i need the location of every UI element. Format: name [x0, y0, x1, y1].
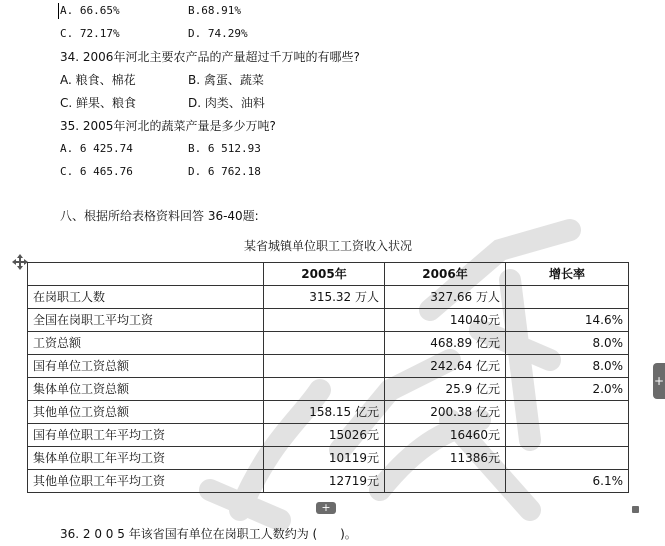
q34-option-b: B. 禽蛋、蔬菜 [188, 73, 264, 87]
value-2005 [264, 309, 385, 332]
q34-option-d: D. 肉类、油料 [188, 96, 265, 110]
q36-question: 36. 2 0 0 5 年该省国有单位在岗职工人数约为 ( )。 [60, 527, 357, 541]
row-label: 集体单位职工年平均工资 [28, 447, 264, 470]
growth-rate: 8.0% [506, 355, 629, 378]
add-row-handle[interactable] [316, 502, 336, 514]
value-2005: 15026元 [264, 424, 385, 447]
table-row [28, 332, 629, 355]
move-arrows-icon[interactable] [12, 254, 28, 270]
value-2006: 468.89 亿元 [385, 332, 506, 355]
value-2006: 11386元 [385, 447, 506, 470]
q34-option-c: C. 鲜果、粮食 [60, 96, 137, 110]
header-growth-cell: 增长率 [506, 263, 629, 286]
row-label: 国有单位职工年平均工资 [28, 424, 264, 447]
row-label: 其他单位工资总额 [28, 401, 264, 424]
table-row [28, 286, 629, 309]
table-row [28, 309, 629, 332]
salary-table [27, 262, 629, 493]
q33-option-d: D. 74.29% [188, 27, 248, 40]
table-row [28, 355, 629, 378]
q35-option-c: C. 6 465.76 [60, 165, 133, 178]
value-2006: 16460元 [385, 424, 506, 447]
value-2005: 315.32 万人 [264, 286, 385, 309]
row-label: 在岗职工人数 [28, 286, 264, 309]
growth-rate: 2.0% [506, 378, 629, 401]
section-heading: 八、根据所给表格资料回答 36-40题: [60, 209, 259, 223]
growth-rate [506, 447, 629, 470]
value-2005 [264, 378, 385, 401]
header-2005-cell: 2005年 [264, 263, 385, 286]
row-label: 集体单位工资总额 [28, 378, 264, 401]
growth-rate: 14.6% [506, 309, 629, 332]
value-2005: 12719元 [264, 470, 385, 493]
q35-question: 35. 2005年河北的蔬菜产量是多少万吨? [60, 119, 276, 133]
value-2006: 25.9 亿元 [385, 378, 506, 401]
value-2006: 14040元 [385, 309, 506, 332]
add-column-handle[interactable] [653, 363, 665, 399]
table-row [28, 424, 629, 447]
row-label: 工资总额 [28, 332, 264, 355]
plus-icon: + [653, 374, 665, 388]
growth-rate: 6.1% [506, 470, 629, 493]
table-row [28, 378, 629, 401]
q34-option-a: A. 粮食、棉花 [60, 73, 136, 87]
growth-rate: 8.0% [506, 332, 629, 355]
header-2006-cell: 2006年 [385, 263, 506, 286]
value-2005 [264, 355, 385, 378]
table-resize-handle[interactable] [632, 506, 639, 513]
value-2006 [385, 470, 506, 493]
q33-option-b: B.68.91% [188, 4, 241, 17]
row-label: 其他单位职工年平均工资 [28, 470, 264, 493]
q35-option-d: D. 6 762.18 [188, 165, 261, 178]
q34-question: 34. 2006年河北主要农产品的产量超过千万吨的有哪些? [60, 50, 360, 64]
growth-rate [506, 401, 629, 424]
q33-option-c: C. 72.17% [60, 27, 120, 40]
table-row [28, 401, 629, 424]
text-cursor [58, 3, 59, 19]
value-2006: 242.64 亿元 [385, 355, 506, 378]
growth-rate [506, 424, 629, 447]
value-2006: 327.66 万人 [385, 286, 506, 309]
row-label: 国有单位工资总额 [28, 355, 264, 378]
value-2005: 10119元 [264, 447, 385, 470]
q35-option-b: B. 6 512.93 [188, 142, 261, 155]
q33-option-a: A. 66.65% [60, 4, 120, 17]
header-label-cell [28, 263, 264, 286]
value-2005 [264, 332, 385, 355]
growth-rate [506, 286, 629, 309]
table-header-row [28, 263, 629, 286]
row-label: 全国在岗职工平均工资 [28, 309, 264, 332]
plus-icon: + [321, 501, 331, 514]
value-2006: 200.38 亿元 [385, 401, 506, 424]
q35-option-a: A. 6 425.74 [60, 142, 133, 155]
table-row [28, 470, 629, 493]
table-caption: 某省城镇单位职工工资收入状况 [244, 239, 413, 253]
value-2005: 158.15 亿元 [264, 401, 385, 424]
table-row [28, 447, 629, 470]
